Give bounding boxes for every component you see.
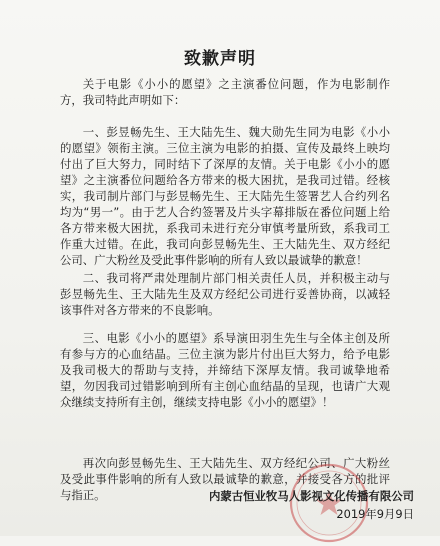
company-signature: 内蒙古恒业牧马人影视文化传播有限公司 [208, 489, 414, 503]
signature-date: 2019年9月9日 [336, 507, 414, 521]
intro-paragraph: 关于电影《小小的愿望》之主演番位问题，作为电影制作方，我司特此声明如下： [60, 77, 390, 107]
paragraph-three: 三、电影《小小的愿望》系导演田羽生先生与全体主创及所有参与方的心血结晶。三位主演为影片付出巨大努力，给予电影及我司极大的帮助与支持，并缔结下深厚友情。我司诚挚地希望，勿因我司过错影响到所有主创心血结晶的呈现，也请广大观众继续支持所有主创，继续支持电影《小小的愿望》！ [60, 331, 390, 409]
paragraph-one: 一、彭昱畅先生、王大陆先生、魏大勋先生同为电影《小小的愿望》领衔主演。三位主演为电影的拍摄、宣传及最终上映均付出了巨大努力，同时结下了深厚的友情。关于电影《小小的愿望》之主演番位问题给各方带来的极大困扰，是我司过错。经核实，我司制片部门与彭昱畅先生、王大陆先生签署艺人合约列名均为“男一”。由于艺人合约签署及片头字幕排版在番位问题上给各方带来极大困扰，系我司未进行充分审慎考量所致，系我司工作重大过错。在此，我司向彭昱畅先生、王大陆先生、双方经纪公司、广大粉丝及受此事件影响的所有人致以最诚挚的歉意！ [60, 125, 390, 267]
closing-paragraph: 再次向彭昱畅先生、王大陆先生、双方经纪公司、广大粉丝及受此事件影响的所有人致以最诚挚的歉意，并接受各方的批评与指正。 [60, 456, 390, 502]
document-title: 致歉声明 [184, 49, 256, 69]
paragraph-two: 二、我司将严肃处理制片部门相关责任人员，并积极主动与彭昱畅先生、王大陆先生及双方经纪公司进行妥善协商，以减轻该事件对各方带来的不良影响。 [60, 271, 390, 317]
